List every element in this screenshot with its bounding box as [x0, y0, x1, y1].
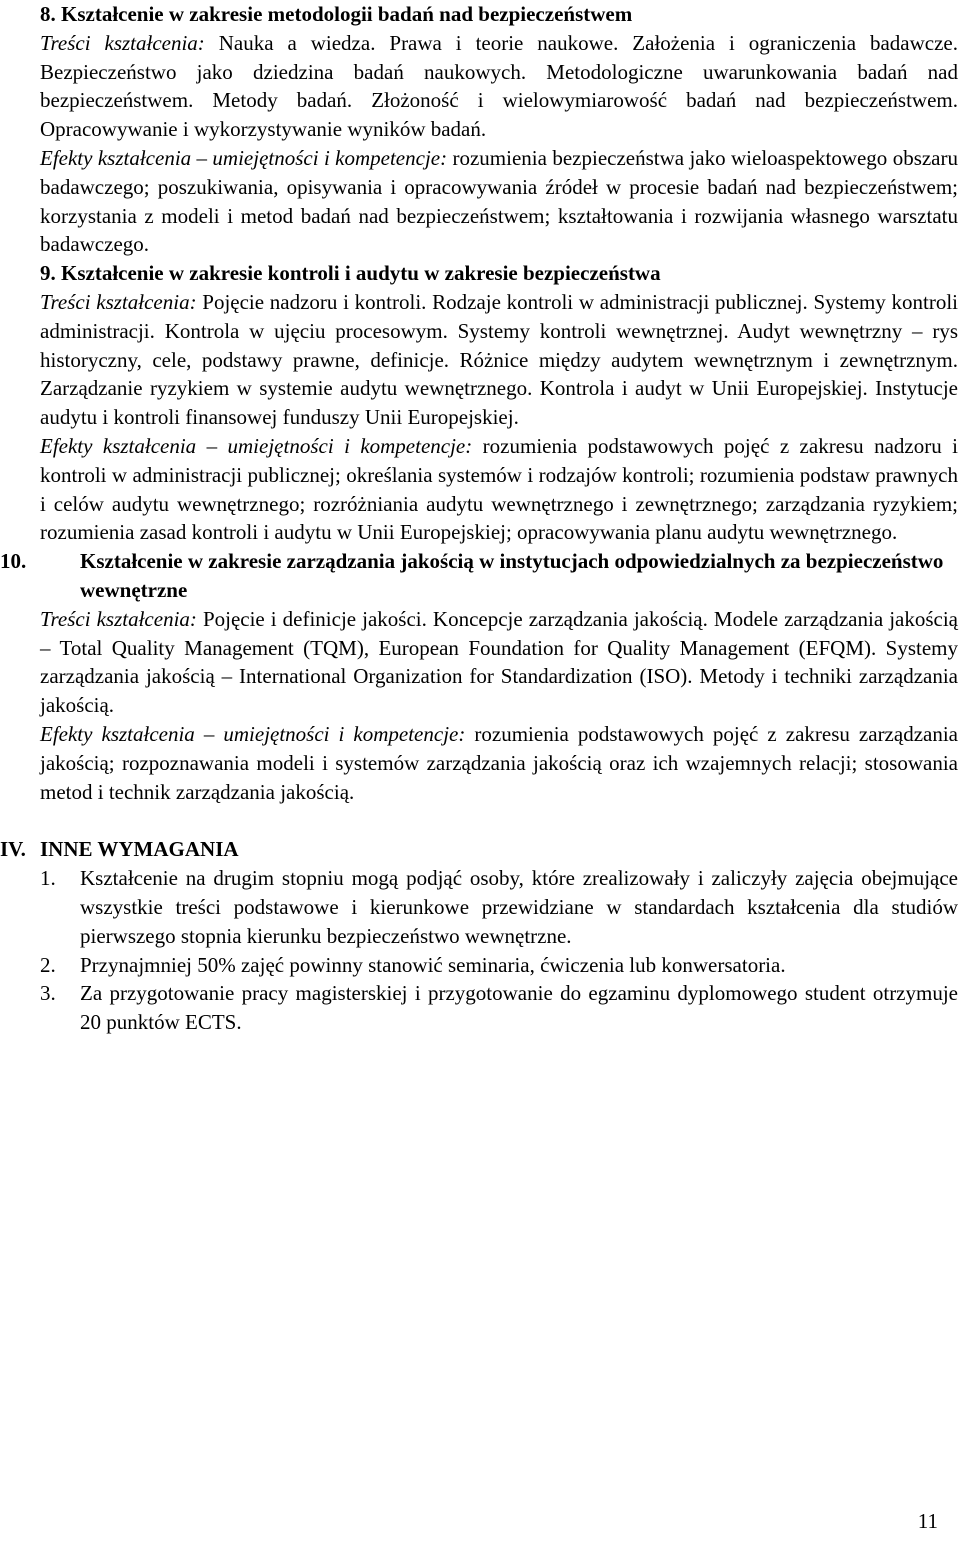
section-title: Kształcenie w zakresie zarządzania jakością w instytucjach odpowiedzialnych za bezpieczeństwo wewnętrzne: [80, 549, 944, 602]
list-number: 3.: [40, 981, 56, 1006]
section-10-heading: [0, 547, 958, 605]
content-label: Treści kształcenia:: [40, 289, 197, 314]
list-text: Przynajmniej 50% zajęć powinny stanowić seminaria, ćwiczenia lub konwersatoria.: [80, 952, 786, 977]
section-number: 9.: [40, 261, 56, 286]
page-number: 11: [917, 1509, 938, 1533]
list-item: [40, 979, 958, 1037]
list-item: [40, 951, 958, 980]
effects-label: Efekty kształcenia – umiejętności i kompetencje:: [40, 721, 466, 746]
section-9-effects: [40, 432, 958, 547]
section-title: Kształcenie w zakresie metodologii badań nad bezpieczeństwem: [61, 2, 633, 26]
requirements-list: [40, 864, 958, 1037]
list-number: 2.: [40, 952, 56, 977]
content-text: Pojęcie nadzoru i kontroli. Rodzaje kontroli w administracji publicznej. Systemy kontroli administracji. Kontrola w ujęciu procesowym. Systemy kontroli wewnętrznej. Audyt wewnętrzny – rys historyczny, cele, podstawy prawne, definicje. Różnice między audytem wewnętrznym i zewnętrznym. Zarządzanie ryzykiem w systemie audytu wewnętrznego. Kontrola i audyt w Unii Europejskiej. Instytucje audytu i kontroli finansowej funduszy Unii Europejskiej.: [40, 289, 958, 430]
effects-label: Efekty kształcenia – umiejętności i kompetencje:: [40, 433, 473, 458]
section-8-content: [40, 29, 958, 144]
content-label: Treści kształcenia:: [40, 30, 205, 55]
roman-numeral: IV.: [0, 837, 26, 862]
effects-text: rozumienia bezpieczeństwa jako wieloaspektowego obszaru badawczego; poszukiwania, opisywania i opracowywania źródeł w procesie badań nad bezpieczeństwem; korzystania z modeli i metod badań nad bezpieczeństwem; kształtowania i rozwijania własnego warsztatu badawczego.: [40, 145, 958, 257]
effects-label: Efekty kształcenia – umiejętności i kompetencje:: [40, 145, 448, 170]
list-text: Za przygotowanie pracy magisterskiej i przygotowanie do egzaminu dyplomowego student otrzymuje 20 punktów ECTS.: [80, 981, 958, 1035]
requirements-title: INNE WYMAGANIA: [40, 837, 239, 862]
section-10-effects: [40, 720, 958, 806]
requirements-heading: [0, 835, 918, 864]
section-9-content: [40, 288, 958, 432]
list-item: [40, 864, 958, 950]
list-text: Kształcenie na drugim stopniu mogą podjąć osoby, które zrealizowały i zaliczyły zajęcia obejmujące wszystkie treści podstawowe i kierunkowe przewidziane w standardach kształcenia dla studiów pierwszego stopnia kierunku bezpieczeństwo wewnętrzne.: [80, 866, 958, 948]
content-text: Nauka a wiedza. Prawa i teorie naukowe. Założenia i ograniczenia badawcze. Bezpieczeństwo jako dziedzina badań naukowych. Metodologiczne uwarunkowania badań nad bezpieczeństwem. Metody badań. Złożoność i wielowymiarowość badań nad bezpieczeństwem. Opracowywanie i wykorzystywanie wyników badań.: [40, 30, 958, 142]
effects-text: rozumienia podstawowych pojęć z zakresu zarządzania jakością; rozpoznawania modeli i systemów zarządzania jakością oraz ich wzajemnych relacji; stosowania metod i technik zarządzania jakością.: [40, 721, 959, 804]
section-9-heading: [40, 259, 958, 288]
section-number: 10.: [0, 549, 27, 574]
section-8-effects: [40, 144, 958, 259]
section-8-heading: [40, 0, 958, 29]
effects-text: rozumienia podstawowych pojęć z zakresu nadzoru i kontroli w administracji publicznej; określania systemów i rodzajów kontroli; rozumienia podstaw prawnych i celów audytu wewnętrznego; rozróżniania audytu wewnętrznego i zewnętrznego; zarządzania ryzykiem; rozumienia zasad kontroli i audytu w Unii Europejskiej; opracowywania planu audytu wewnętrznego.: [40, 433, 958, 545]
section-spacer: [40, 806, 958, 835]
content-text: Pojęcie i definicje jakości. Koncepcje zarządzania jakością. Modele zarządzania jakością – Total Quality Management (TQM), European Foundation for Quality Management (EFQM). Systemy zarządzania jakością – International Organization for Standardization (ISO). Metody i techniki zarządzania jakością.: [40, 606, 958, 718]
section-title: Kształcenie w zakresie kontroli i audytu w zakresie bezpieczeństwa: [61, 261, 661, 286]
section-10-content: [40, 605, 958, 720]
section-number: 8.: [40, 2, 56, 26]
content-label: Treści kształcenia:: [40, 606, 197, 631]
list-number: 1.: [40, 866, 56, 891]
